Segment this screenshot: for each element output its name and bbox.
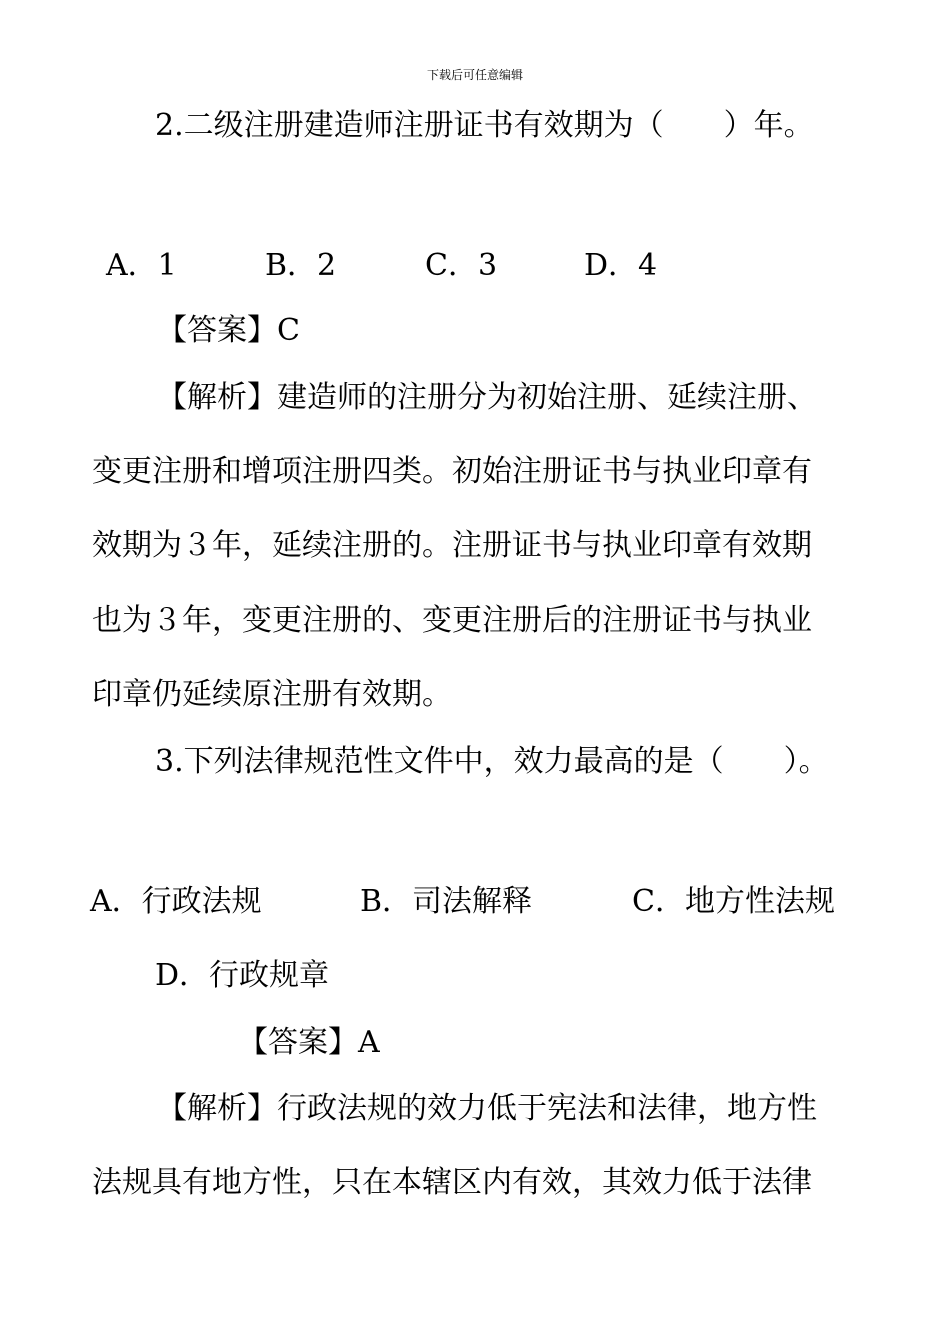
question-2-option-c: C．3 [425, 248, 498, 283]
question-2-stem: 2.二级注册建造师注册证书有效期为（ ）年。 [155, 108, 814, 143]
question-2-analysis-line: 印章仍延续原注册有效期。 [92, 677, 452, 712]
question-3-answer: 【答案】A [238, 1025, 380, 1060]
question-3-analysis-line: 【解析】行政法规的效力低于宪法和法律，地方性 [157, 1091, 817, 1126]
question-2-answer: 【答案】C [157, 313, 300, 348]
question-3-stem: 3.下列法律规范性文件中，效力最高的是（ ）。 [155, 744, 829, 779]
question-2-option-b: B．2 [265, 248, 337, 283]
question-2-option-a: A．1 [106, 248, 177, 283]
question-2-analysis-line: 也为３年，变更注册的、变更注册后的注册证书与执业 [92, 603, 812, 638]
question-3-option-b: B．司法解释 [360, 884, 533, 919]
question-3-option-c: C．地方性法规 [632, 884, 835, 919]
question-3-option-d: D．行政规章 [155, 958, 330, 993]
question-3-analysis-line: 法规具有地方性，只在本辖区内有效，其效力低于法律 [92, 1165, 812, 1200]
question-2-analysis-line: 【解析】建造师的注册分为初始注册、延续注册、 [157, 380, 817, 415]
question-2-option-d: D．4 [584, 248, 658, 283]
question-2-analysis-line: 效期为３年，延续注册的。注册证书与执业印章有效期 [92, 528, 812, 563]
question-3-option-a: A．行政法规 [90, 884, 262, 919]
question-2-analysis-line: 变更注册和增项注册四类。初始注册证书与执业印章有 [92, 454, 812, 489]
page-header: 下载后可任意编辑 [426, 68, 523, 82]
